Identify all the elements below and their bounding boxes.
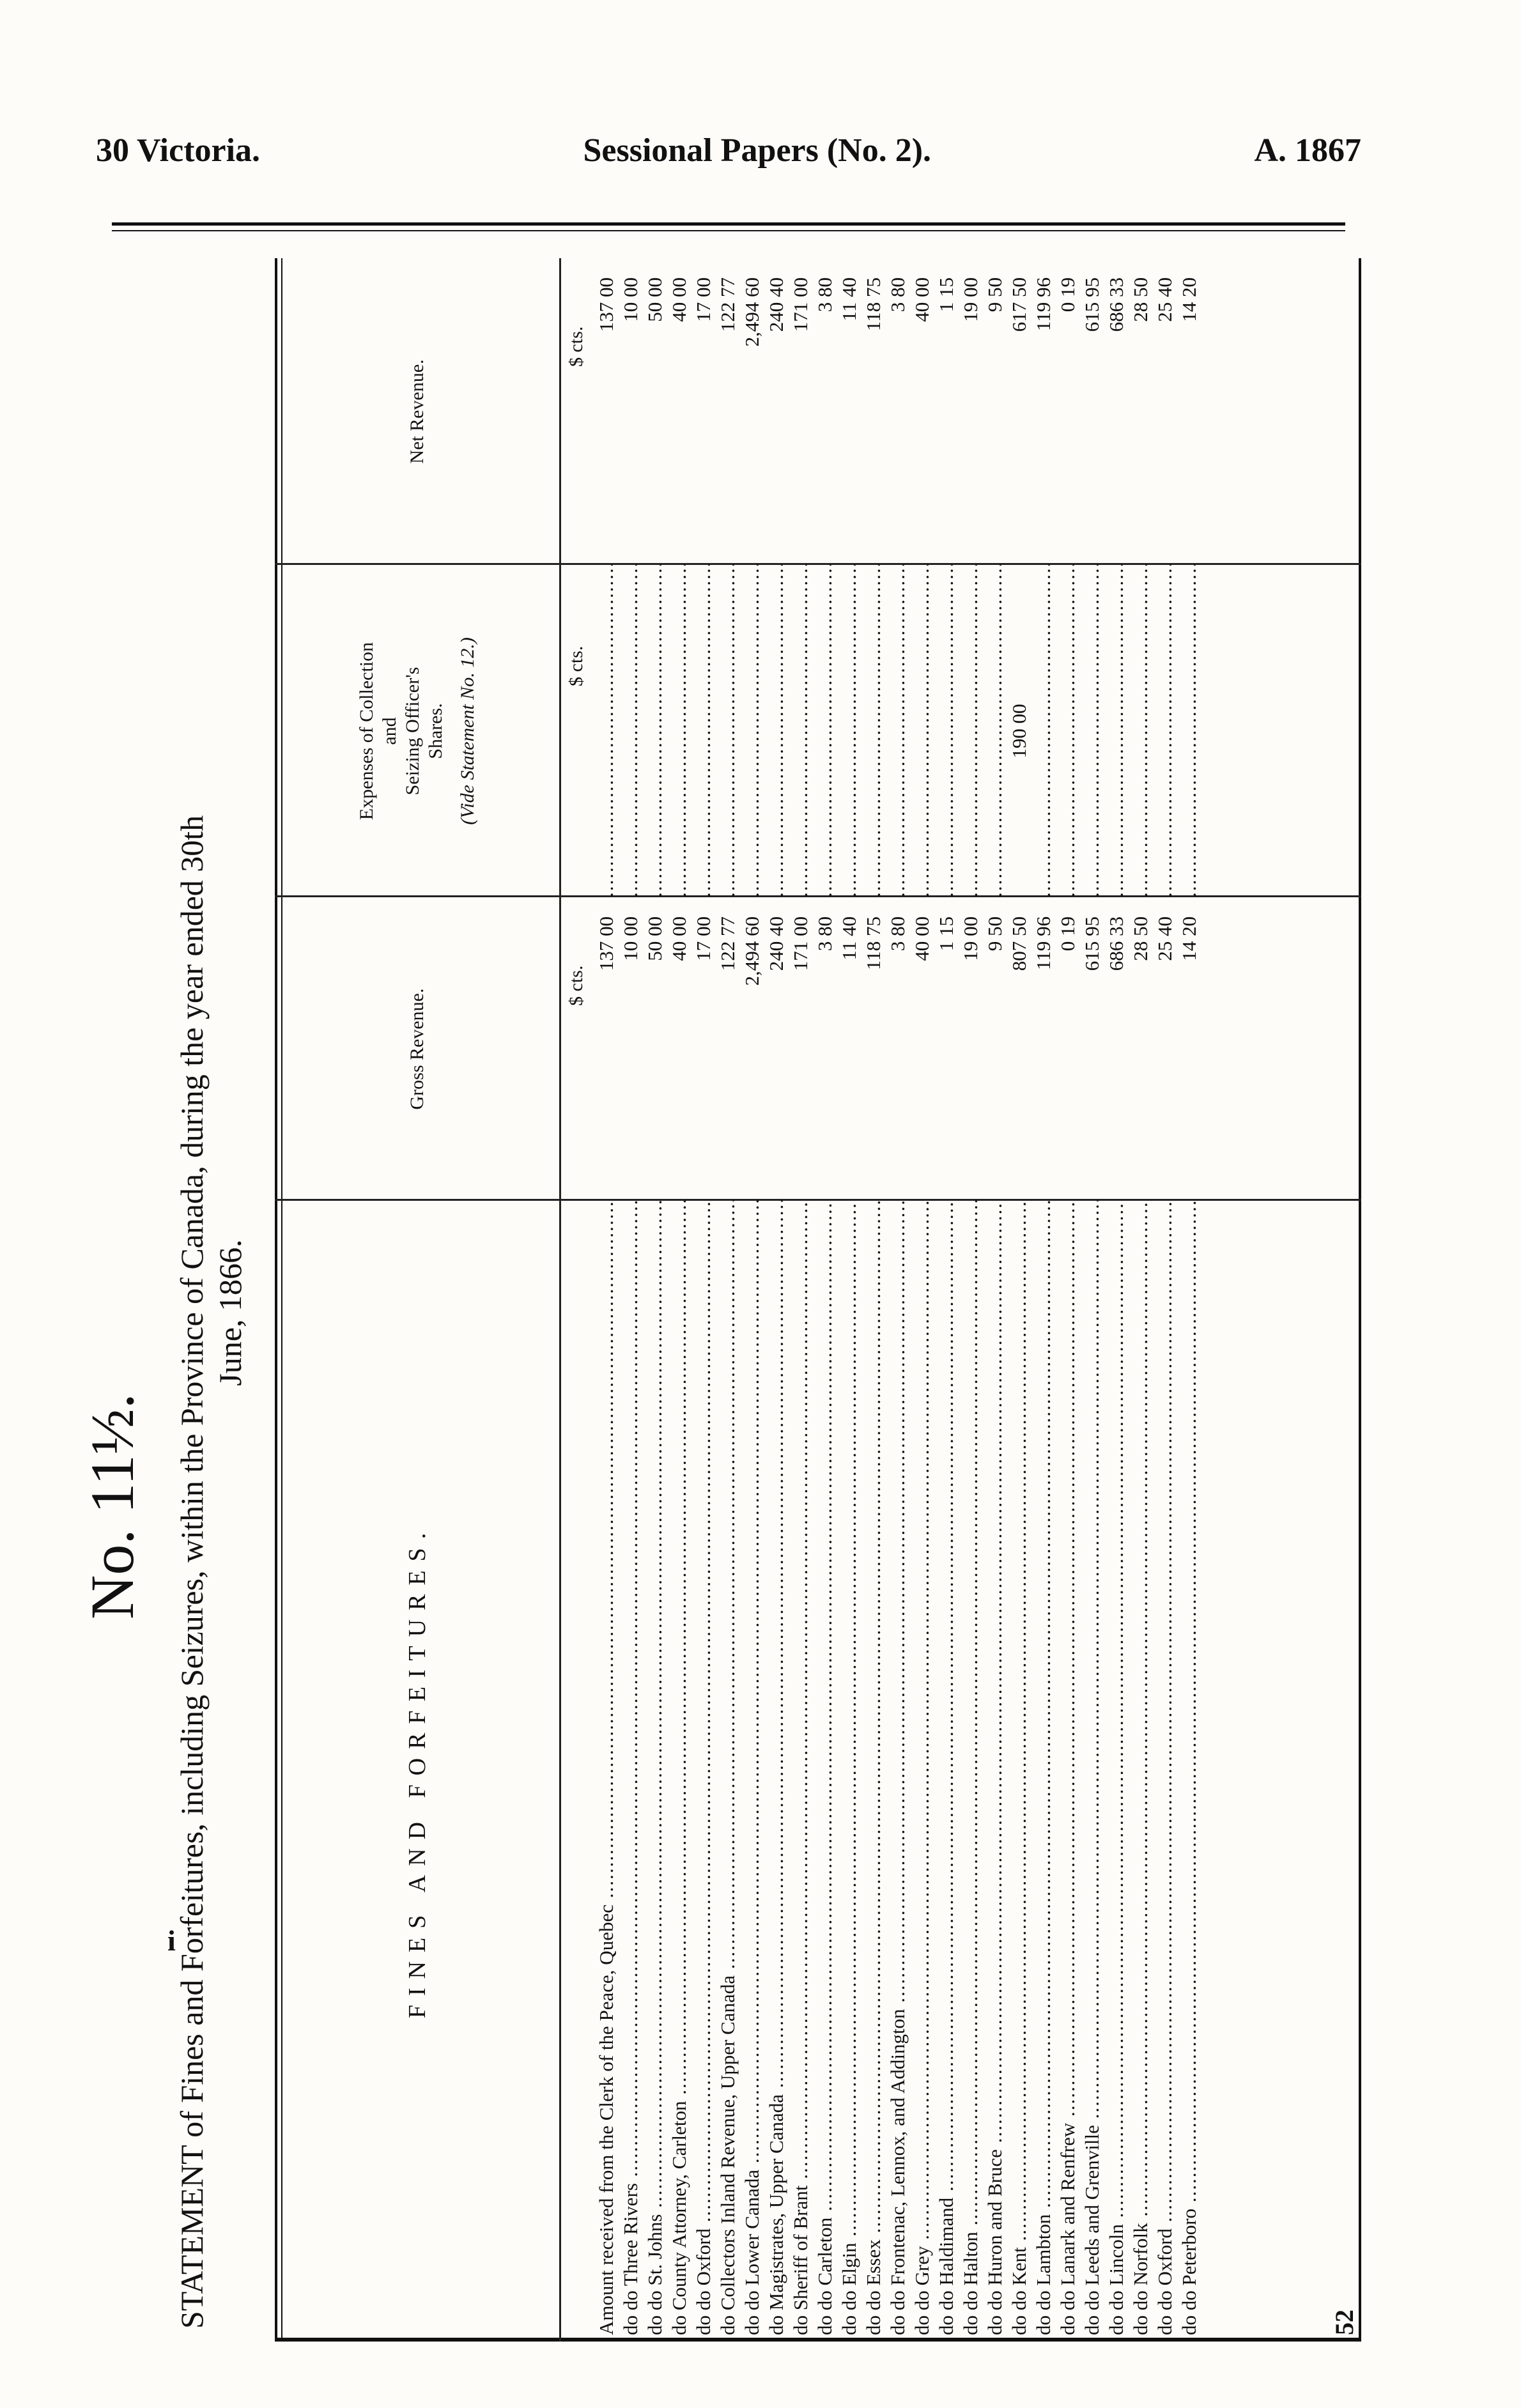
row-description: do do Elgin ..... [837, 1201, 861, 2335]
units-gross: $ cts. [566, 965, 587, 1006]
row-description: do do Lincoln ..... [1104, 1201, 1129, 2335]
row-net-revenue: 28 50 [1129, 277, 1152, 322]
table-bottom-rule [1359, 258, 1361, 2342]
row-description: do Collectors Inland Revenue, Upper Canada ..... [716, 1201, 740, 2335]
row-expenses [1080, 565, 1104, 897]
row-gross-revenue: 40 00 [911, 916, 933, 961]
row-description: do do Lambton ..... [1031, 1201, 1056, 2335]
row-expenses [1129, 565, 1153, 897]
table-row [910, 258, 934, 2342]
row-expenses [861, 565, 886, 897]
row-net-revenue: 119 96 [1032, 277, 1054, 332]
row-net-revenue: 3 80 [886, 277, 909, 313]
row-net-revenue: 171 00 [789, 277, 812, 332]
row-gross-revenue: 137 00 [595, 916, 617, 971]
table-rows [594, 258, 1201, 2342]
row-expenses [837, 565, 861, 897]
row-net-revenue: 240 40 [765, 277, 787, 332]
row-net-revenue: 686 33 [1105, 277, 1127, 332]
row-description: do do Lower Canada ..... [740, 1201, 764, 2335]
row-net-revenue: 40 00 [911, 277, 933, 322]
table-row [1031, 258, 1056, 2342]
row-net-revenue: 25 40 [1154, 277, 1176, 322]
header-rule-thick [112, 222, 1345, 226]
row-gross-revenue: 0 19 [1056, 916, 1079, 952]
row-expenses [764, 565, 789, 897]
row-expenses [1031, 565, 1056, 897]
statement-line-1: STATEMENT of Fines and Forfeitures, including Seizures, within the Province of Canada, during the year ended 30th [174, 815, 210, 2329]
expenses-header-line-2: and [378, 717, 400, 745]
row-description: do do Kent ..... [1007, 1201, 1031, 2335]
row-description: do do Norfolk ..... [1129, 1201, 1153, 2335]
row-gross-revenue: 240 40 [765, 916, 787, 971]
row-description: do do Huron and Bruce ..... [983, 1201, 1007, 2335]
row-gross-revenue: 28 50 [1129, 916, 1152, 961]
table-row [594, 258, 619, 2342]
column-header-net: Net Revenue. [406, 359, 428, 464]
table-row [740, 258, 764, 2342]
row-expenses-value: 190 00 [1008, 704, 1030, 759]
table-row [983, 258, 1007, 2342]
header-title: Sessional Papers (No. 2). [583, 132, 932, 169]
column-header-gross: Gross Revenue. [406, 988, 428, 1110]
row-net-revenue: 122 77 [716, 277, 739, 332]
row-expenses [910, 565, 934, 897]
units-expenses: $ cts. [566, 645, 587, 686]
table-row [619, 258, 643, 2342]
table-row [959, 258, 983, 2342]
table-row [1007, 258, 1031, 2342]
row-gross-revenue: 14 20 [1178, 916, 1200, 961]
row-expenses [1153, 565, 1177, 897]
row-description: do do Haldimand ..... [934, 1201, 959, 2335]
table-row [643, 258, 667, 2342]
row-net-revenue: 615 95 [1081, 277, 1103, 332]
row-expenses [691, 565, 716, 897]
row-expenses [1177, 565, 1201, 897]
row-net-revenue: 10 00 [619, 277, 642, 322]
row-gross-revenue: 11 40 [838, 916, 860, 961]
table-row [691, 258, 716, 2342]
row-gross-revenue: 9 50 [984, 916, 1006, 952]
row-description: do do Three Rivers ..... [619, 1201, 643, 2335]
row-expenses [619, 565, 643, 897]
expenses-header-note: (Vide Statement No. 12.) [456, 637, 478, 825]
row-gross-revenue: 119 96 [1032, 916, 1054, 971]
row-gross-revenue: 10 00 [619, 916, 642, 961]
row-expenses [983, 565, 1007, 897]
row-description: do do Frontenac, Lennox, and Addington ..... [886, 1201, 910, 2335]
table-row [764, 258, 789, 2342]
row-gross-revenue: 17 00 [692, 916, 714, 961]
row-net-revenue: 50 00 [644, 277, 666, 322]
row-description: do do Essex ..... [861, 1201, 886, 2335]
row-gross-revenue: 3 80 [886, 916, 909, 952]
row-net-revenue: 11 40 [838, 277, 860, 321]
expenses-header-line-3: Seizing Officer's [401, 667, 423, 796]
row-expenses [959, 565, 983, 897]
row-expenses [716, 565, 740, 897]
row-expenses [740, 565, 764, 897]
row-net-revenue: 3 80 [814, 277, 836, 313]
statement-line-2: June, 1866. [212, 1239, 248, 1386]
row-net-revenue: 19 00 [959, 277, 982, 322]
row-description: do do Oxford ..... [1153, 1201, 1177, 2335]
row-gross-revenue: 171 00 [789, 916, 812, 971]
row-expenses [667, 565, 691, 897]
table-row [789, 258, 813, 2342]
row-description: do do Peterboro ..... [1177, 1201, 1201, 2335]
row-gross-revenue: 1 15 [935, 916, 957, 952]
header-year: A. 1867 [1254, 132, 1361, 169]
row-expenses [789, 565, 813, 897]
statement-table [275, 258, 1361, 2342]
row-expenses [813, 565, 837, 897]
units-net: $ cts. [566, 326, 587, 367]
row-net-revenue: 118 75 [862, 277, 884, 332]
table-row [1080, 258, 1104, 2342]
table-row [886, 258, 910, 2342]
row-description: do do Lanark and Renfrew ..... [1056, 1201, 1080, 2335]
table-row [667, 258, 691, 2342]
table-row [1177, 258, 1201, 2342]
rotated-statement-block [77, 258, 1359, 2342]
table-row [1056, 258, 1080, 2342]
row-expenses [1104, 565, 1129, 897]
header-divider [559, 258, 561, 2342]
table-row [1129, 258, 1153, 2342]
column-header-expenses [275, 565, 559, 897]
row-expenses [1007, 565, 1031, 897]
row-description: do do Oxford ..... [691, 1201, 716, 2335]
row-expenses [643, 565, 667, 897]
row-description: do do Grey ..... [910, 1201, 934, 2335]
row-description: do do Halton ..... [959, 1201, 983, 2335]
statement-title [173, 297, 249, 2329]
table-row [861, 258, 886, 2342]
row-gross-revenue: 122 77 [716, 916, 739, 971]
row-gross-revenue: 19 00 [959, 916, 982, 961]
row-gross-revenue: 807 50 [1008, 916, 1030, 971]
row-description: Amount received from the Clerk of the Peace, Quebec ..... [594, 1201, 619, 2335]
row-gross-revenue: 615 95 [1081, 916, 1103, 971]
row-description: do do Leeds and Grenville ..... [1080, 1201, 1104, 2335]
row-gross-revenue: 25 40 [1154, 916, 1176, 961]
row-expenses [934, 565, 959, 897]
row-gross-revenue: 686 33 [1105, 916, 1127, 971]
row-description: do Sheriff of Brant ..... [789, 1201, 813, 2335]
row-net-revenue: 137 00 [595, 277, 617, 332]
header-session: 30 Victoria. [96, 132, 261, 169]
row-gross-revenue: 40 00 [668, 916, 690, 961]
row-net-revenue: 9 50 [984, 277, 1006, 313]
table-row [813, 258, 837, 2342]
page-number: No. 11½. [78, 1393, 146, 1619]
expenses-header-line-4: Shares. [424, 703, 446, 759]
row-net-revenue: 1 15 [935, 277, 957, 313]
row-gross-revenue: 3 80 [814, 916, 836, 952]
row-net-revenue: 2,494 60 [741, 277, 763, 347]
row-net-revenue: 14 20 [1178, 277, 1200, 322]
row-gross-revenue: 118 75 [862, 916, 884, 971]
row-net-revenue: 0 19 [1056, 277, 1079, 313]
side-margin-number: 52 [1330, 2310, 1359, 2335]
row-expenses [886, 565, 910, 897]
row-net-revenue: 40 00 [668, 277, 690, 322]
row-net-revenue: 17 00 [692, 277, 714, 322]
row-gross-revenue: 50 00 [644, 916, 666, 961]
row-description: do County Attorney, Carleton ..... [667, 1201, 691, 2335]
header-rule-thin [112, 230, 1345, 231]
row-description: do Magistrates, Upper Canada ..... [764, 1201, 789, 2335]
row-expenses [1056, 565, 1080, 897]
table-row [716, 258, 740, 2342]
corner-mark: i [167, 1924, 176, 1957]
row-expenses [594, 565, 619, 897]
table-row [837, 258, 861, 2342]
column-header-description: FINES AND FORFEITURES. [403, 1524, 431, 2019]
row-net-revenue: 617 50 [1008, 277, 1030, 332]
table-row [1153, 258, 1177, 2342]
table-row [1104, 258, 1129, 2342]
row-gross-revenue: 2,494 60 [741, 916, 763, 986]
table-row [934, 258, 959, 2342]
row-description: do do St. Johns ..... [643, 1201, 667, 2335]
running-header [96, 128, 1361, 173]
row-description: do do Carleton ..... [813, 1201, 837, 2335]
expenses-header-line-1: Expenses of Collection [355, 642, 377, 821]
